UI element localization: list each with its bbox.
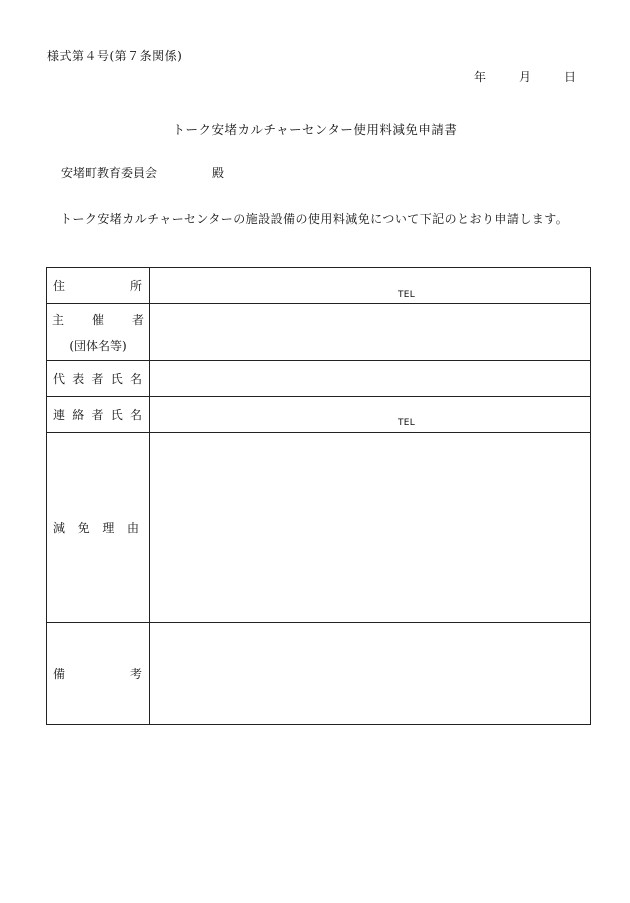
form-number: 様式第４号(第７条関係) xyxy=(47,49,183,63)
date-day-label: 日 xyxy=(564,70,577,84)
reason-label-char: 減 xyxy=(53,521,66,535)
reason-label-char: 理 xyxy=(102,521,115,535)
remarks-row xyxy=(47,623,591,725)
representative-label-char: 氏 xyxy=(110,372,123,386)
organizer-sub-label: (団体名等) xyxy=(69,338,127,353)
representative-label-char: 代 xyxy=(53,372,66,386)
representative-row xyxy=(47,361,591,397)
contact-label-char: 連 xyxy=(53,408,66,422)
document-title: トーク安堵カルチャーセンター使用料減免申請書 xyxy=(172,122,458,137)
representative-field[interactable] xyxy=(150,361,591,397)
contact-tel-label: TEL xyxy=(398,418,416,428)
organizer-label-cell xyxy=(47,304,150,361)
remarks-label-char: 備 xyxy=(53,667,66,681)
remarks-label-char: 考 xyxy=(129,667,142,681)
date-year-label: 年 xyxy=(474,70,487,84)
contact-label-char: 絡 xyxy=(72,408,85,422)
representative-label-char: 表 xyxy=(72,372,85,386)
reason-field[interactable] xyxy=(150,433,591,623)
reason-label-char: 免 xyxy=(77,521,90,535)
application-statement: トーク安堵カルチャーセンターの施設設備の使用料減免について下記のとおり申請します。 xyxy=(60,212,569,226)
remarks-field[interactable] xyxy=(150,623,591,725)
address-row xyxy=(47,268,591,304)
contact-label-cell xyxy=(47,397,150,433)
representative-label-cell xyxy=(47,361,150,397)
addressee-name: 安堵町教育委員会 xyxy=(61,166,158,180)
representative-label-char: 名 xyxy=(129,372,142,386)
date-month-label: 月 xyxy=(519,70,532,84)
organizer-label-char: 催 xyxy=(91,312,104,327)
organizer-label-char: 者 xyxy=(131,312,144,327)
address-label-cell xyxy=(47,268,150,304)
reason-label-cell xyxy=(47,433,150,623)
representative-label-char: 者 xyxy=(91,372,104,386)
organizer-label-char: 主 xyxy=(52,312,65,327)
contact-field[interactable] xyxy=(150,397,591,433)
reason-row xyxy=(47,433,591,623)
organizer-field[interactable] xyxy=(150,304,591,361)
address-label-char: 住 xyxy=(53,279,66,293)
date-line xyxy=(474,68,576,85)
address-tel-label: TEL xyxy=(398,290,416,300)
contact-label-char: 名 xyxy=(129,408,142,422)
contact-label-char: 氏 xyxy=(110,408,123,422)
addressee xyxy=(61,164,224,181)
address-field[interactable] xyxy=(150,268,591,304)
application-form-table xyxy=(46,267,591,725)
addressee-honorific: 殿 xyxy=(212,166,225,180)
contact-row xyxy=(47,397,591,433)
address-label-char: 所 xyxy=(129,279,142,293)
reason-label-char: 由 xyxy=(126,521,139,535)
contact-label-char: 者 xyxy=(91,408,104,422)
remarks-label-cell xyxy=(47,623,150,725)
organizer-row xyxy=(47,304,591,361)
